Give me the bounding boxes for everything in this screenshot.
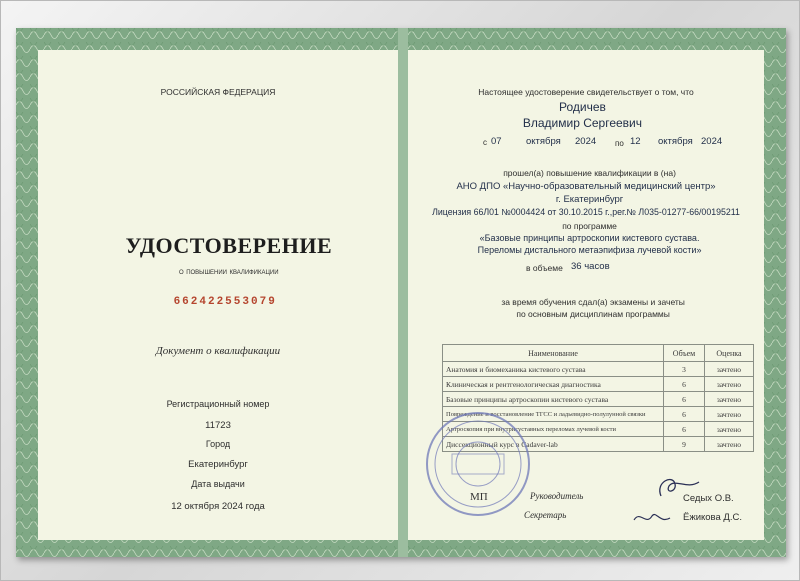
recipient-surname: Родичев bbox=[558, 100, 606, 114]
city-value: Екатеринбург bbox=[188, 459, 248, 470]
table-row bbox=[443, 377, 754, 392]
recipient-name: Владимир Сергеевич bbox=[522, 116, 643, 130]
intro-text: Настоящее удостоверение свидетельствует о том, что bbox=[478, 87, 694, 97]
exams-text-line2: по основным дисциплинам программы bbox=[516, 309, 670, 319]
issue-date: 12 октября 2024 года bbox=[171, 501, 265, 512]
table-row bbox=[443, 362, 754, 377]
document-type: Документ о квалификации bbox=[155, 345, 281, 357]
subject-grade: зачтено bbox=[705, 377, 754, 392]
organization-city: г. Екатеринбург bbox=[555, 194, 624, 205]
column-header-name: Наименование bbox=[443, 345, 664, 362]
subject-name: Диссекционный курс в Cadaver-lab bbox=[443, 437, 664, 452]
registration-label: Регистрационный номер bbox=[166, 399, 270, 409]
table-header-row bbox=[443, 345, 754, 362]
city-label: Город bbox=[205, 439, 231, 449]
program-label: по программе bbox=[562, 221, 617, 231]
volume-label: в объеме bbox=[526, 263, 563, 273]
seal-mark: МП bbox=[470, 491, 488, 503]
subject-hours: 3 bbox=[664, 362, 705, 377]
subject-name: Анатомия и биомеханика кистевого сустава bbox=[443, 362, 664, 377]
country-label: РОССИЙСКАЯ ФЕДЕРАЦИЯ bbox=[160, 87, 276, 97]
exams-text-line1: за время обучения сдал(а) экзамены и зачеты bbox=[501, 297, 685, 307]
subject-grade: зачтено bbox=[705, 422, 754, 437]
subject-hours: 9 bbox=[664, 437, 705, 452]
right-page bbox=[408, 50, 764, 540]
subject-name: Клиническая и рентгенологическая диагностика bbox=[443, 377, 664, 392]
period-from-day: 07 bbox=[491, 136, 502, 147]
organization-name: АНО ДПО «Научно-образовательный медицинский центр» bbox=[456, 181, 716, 192]
registration-number: 11723 bbox=[205, 420, 231, 431]
subject-name: Повреждение и восстановление ТГСС и ладьевидно-полулунной связки bbox=[443, 407, 664, 422]
program-title-line2: Переломы дистального метаэпифиза лучевой кости» bbox=[477, 245, 702, 255]
column-header-hours: Объем bbox=[664, 345, 705, 362]
left-page bbox=[38, 50, 398, 540]
issue-date-label: Дата выдачи bbox=[191, 479, 245, 489]
secretary-signature bbox=[630, 506, 674, 530]
subject-hours: 6 bbox=[664, 377, 705, 392]
period-from-year: 2024 bbox=[575, 136, 597, 147]
subject-name: Артроскопия при внутрисуставных переломах лучевой кости bbox=[443, 422, 664, 437]
license-text: Лицензия 66Л01 №0004424 от 30.10.2015 г.,рег.№ Л035-01277-66/00195211 bbox=[432, 207, 740, 217]
secretary-name: Ёжикова Д.С. bbox=[683, 512, 742, 523]
column-header-grade: Оценка bbox=[705, 345, 754, 362]
program-title-line1: «Базовые принципы артроскопии кистевого сустава. bbox=[479, 233, 700, 243]
period-from-prefix: с bbox=[483, 138, 487, 147]
period-from-month: октября bbox=[526, 136, 561, 147]
subject-grade: зачтено bbox=[705, 362, 754, 377]
head-name: Седых О.В. bbox=[683, 493, 734, 504]
certificate-number: 662422553079 bbox=[173, 296, 277, 308]
passed-text: прошел(а) повышение квалификации в (на) bbox=[503, 168, 676, 178]
secretary-label: Секретарь bbox=[524, 510, 567, 520]
spine bbox=[398, 28, 408, 557]
subject-hours: 6 bbox=[664, 422, 705, 437]
subject-hours: 6 bbox=[664, 392, 705, 407]
period-to-day: 12 bbox=[630, 136, 641, 147]
period-to-month: октября bbox=[658, 136, 693, 147]
volume-value: 36 часов bbox=[571, 261, 610, 272]
subject-grade: зачтено bbox=[705, 392, 754, 407]
period-to-year: 2024 bbox=[701, 136, 723, 147]
subject-name: Базовые принципы артроскопии кистевого сустава bbox=[443, 392, 664, 407]
certificate-title: УДОСТОВЕРЕНИЕ bbox=[125, 233, 333, 258]
subject-grade: зачтено bbox=[705, 437, 754, 452]
subject-hours: 6 bbox=[664, 407, 705, 422]
head-label: Руководитель bbox=[530, 491, 584, 501]
subject-grade: зачтено bbox=[705, 407, 754, 422]
certificate bbox=[16, 28, 786, 557]
certificate-subtitle: о повышении квалификации bbox=[179, 266, 279, 276]
period-to-prefix: по bbox=[615, 139, 624, 148]
table-row bbox=[443, 392, 754, 407]
